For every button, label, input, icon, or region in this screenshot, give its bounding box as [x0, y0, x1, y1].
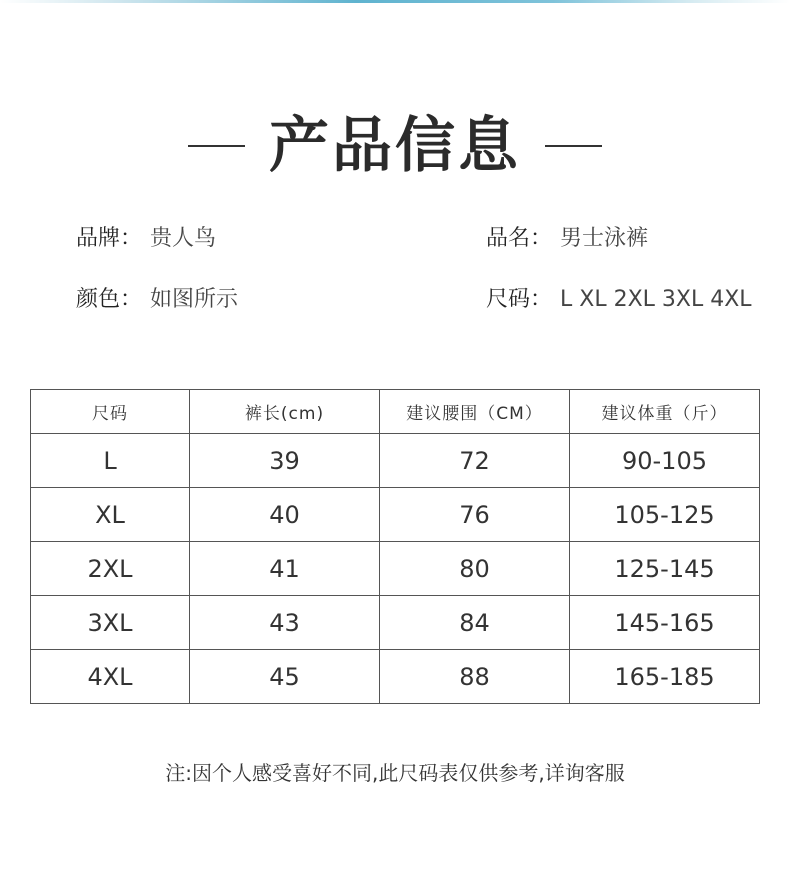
info-size-label: 尺码： [486, 287, 553, 312]
cell-waist: 88 [380, 650, 570, 704]
info-color-value: 如图所示 [150, 287, 239, 312]
cell-size: 4XL [31, 650, 190, 704]
cell-waist: 80 [380, 542, 570, 596]
info-color [76, 285, 238, 315]
table-row [31, 434, 760, 488]
title-right-line [545, 145, 602, 147]
cell-weight: 125-145 [570, 542, 760, 596]
info-brand-label: 品牌： [76, 226, 143, 251]
info-product-name-label: 品名： [486, 226, 553, 251]
cell-size: 2XL [31, 542, 190, 596]
info-size-value: L XL 2XL 3XL 4XL [560, 287, 752, 312]
info-product-name [486, 224, 648, 254]
cell-size: 3XL [31, 596, 190, 650]
title-row [0, 112, 790, 180]
cell-waist: 72 [380, 434, 570, 488]
header-length: 裤长(cm) [190, 390, 380, 434]
cell-waist: 76 [380, 488, 570, 542]
cell-weight: 90-105 [570, 434, 760, 488]
header-weight: 建议体重（斤） [570, 390, 760, 434]
table-row [31, 596, 760, 650]
size-chart-table [30, 389, 760, 704]
cell-length: 40 [190, 488, 380, 542]
info-product-name-value: 男士泳裤 [560, 226, 649, 251]
page-title: 产品信息 [269, 111, 521, 181]
top-accent-strip [0, 0, 790, 3]
info-brand [76, 224, 216, 254]
cell-weight: 105-125 [570, 488, 760, 542]
cell-length: 45 [190, 650, 380, 704]
info-brand-value: 贵人鸟 [150, 226, 217, 251]
info-size [486, 285, 752, 315]
table-row [31, 488, 760, 542]
cell-waist: 84 [380, 596, 570, 650]
cell-size: L [31, 434, 190, 488]
title-left-line [188, 145, 245, 147]
size-note: 注:因个人感受喜好不同,此尺码表仅供参考,详询客服 [165, 761, 625, 785]
cell-length: 43 [190, 596, 380, 650]
cell-weight: 145-165 [570, 596, 760, 650]
cell-length: 41 [190, 542, 380, 596]
table-row [31, 650, 760, 704]
cell-length: 39 [190, 434, 380, 488]
header-waist: 建议腰围（CM） [380, 390, 570, 434]
table-row [31, 542, 760, 596]
cell-weight: 165-185 [570, 650, 760, 704]
info-color-label: 颜色： [76, 287, 143, 312]
table-header-row [31, 390, 760, 434]
cell-size: XL [31, 488, 190, 542]
header-size: 尺码 [31, 390, 190, 434]
